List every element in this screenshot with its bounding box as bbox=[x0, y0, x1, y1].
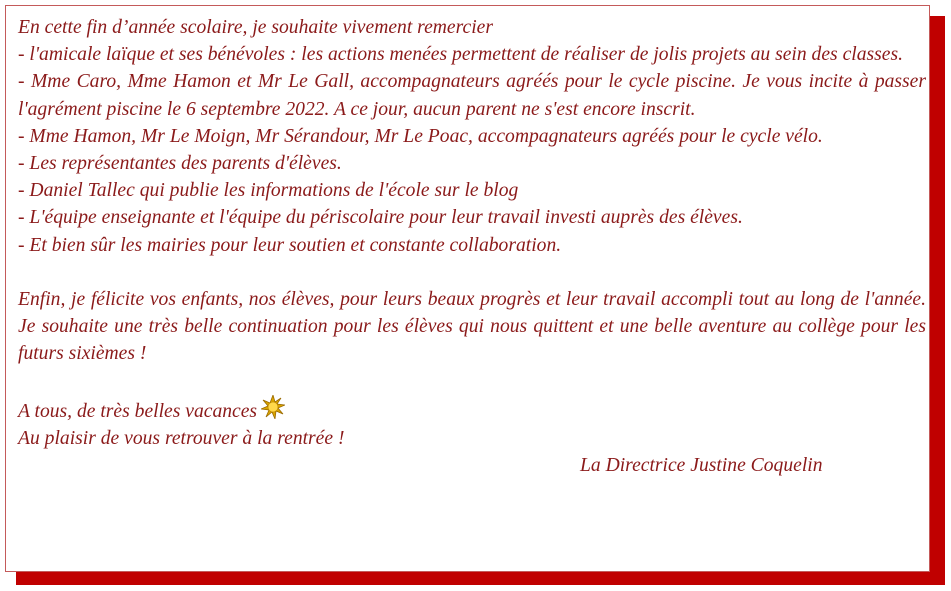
paragraph-gap bbox=[18, 368, 926, 395]
thanks-item-amicale: - l'amicale laïque et ses bénévoles : les actions menées permettent de réaliser de jolis projets au sein des classes. bbox=[18, 44, 903, 66]
thanks-item-parents: - Les représentantes des parents d'élèves. bbox=[18, 153, 342, 175]
see-you-line: Au plaisir de vous retrouver à la rentrée ! bbox=[18, 428, 345, 450]
thanks-item-blog: - Daniel Tallec qui publie les informations de l'école sur le blog bbox=[18, 180, 519, 202]
holidays-line bbox=[18, 395, 926, 425]
thanks-item-mairies: - Et bien sûr les mairies pour leur soutien et constante collaboration. bbox=[18, 234, 562, 256]
thanks-item-staff: - L'équipe enseignante et l'équipe du périscolaire pour leur travail investi auprès des élèves. bbox=[18, 207, 743, 229]
paragraph-gap bbox=[18, 259, 926, 286]
holidays-text: A tous, de très belles vacances bbox=[18, 400, 258, 422]
thanks-item-piscine: - Mme Caro, Mme Hamon et Mr Le Gall, accompagnateurs agréés pour le cycle piscine. Je vous incite à passer l'agrément piscine le 6 septembre 2022. A ce jour, aucun parent ne s'est encore inscrit. bbox=[18, 71, 926, 120]
letter-body bbox=[18, 14, 926, 479]
signature: La Directrice Justine Coquelin bbox=[580, 455, 823, 477]
sun-icon bbox=[261, 395, 285, 419]
congratulations-paragraph: Enfin, je félicite vos enfants, nos élèves, pour leurs beaux progrès et leur travail accompli tout au long de l'année. Je souhaite une très belle continuation pour les élèves qui nous quittent et une belle aventure au collège pour les futurs sixièmes ! bbox=[18, 289, 926, 365]
letter-card bbox=[5, 5, 930, 572]
intro-line: En cette fin d’année scolaire, je souhaite vivement remercier bbox=[18, 17, 493, 38]
thanks-item-velo: - Mme Hamon, Mr Le Moign, Mr Sérandour, Mr Le Poac, accompagnateurs agréés pour le cycle vélo. bbox=[18, 125, 823, 147]
